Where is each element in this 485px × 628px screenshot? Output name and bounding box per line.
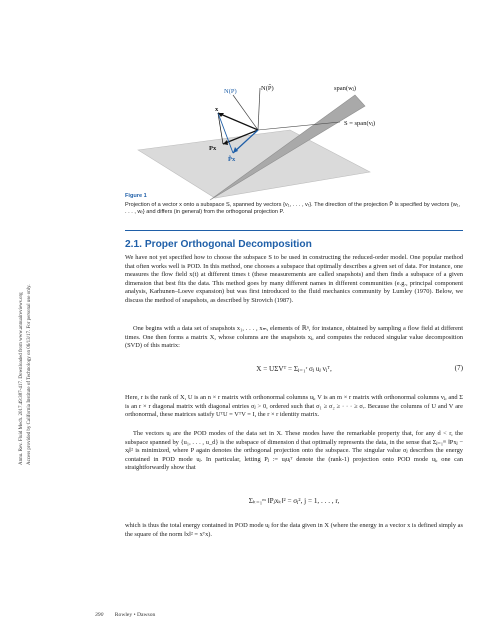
equation-8-body: Σₖ₌₁ᵐ ‖Pⱼxₖ‖² = σⱼ², j = 1, . . . , r, — [248, 497, 340, 505]
sidebar-citation — [18, 175, 46, 465]
label-ptilde-x: P̃x — [228, 156, 236, 163]
caption-divider — [125, 230, 463, 231]
subspace-plane-s — [138, 130, 370, 198]
paragraph-2: One begins with a data set of snapshots x₁, . . . , xₘ, elements of ℝⁿ, for instance, obtained by sampling a flow field at different times. One then forms a matrix X, whose columns are the snapshots xⱼ, and computes the reduced singular value decomposition (SVD) of this matrix: — [125, 325, 463, 349]
label-np: N(P) — [224, 88, 237, 95]
label-px: Px — [209, 145, 217, 152]
caption-title: Figure 1 — [125, 193, 147, 199]
paragraph-5: which is thus the total energy contained in POD mode uⱼ for the data given in X (where the energy in a vector x is defined simply as the square of the norm ‖x‖² = xᵀx). — [125, 522, 463, 538]
equation-8 — [125, 496, 463, 510]
equation-7-number: (7) — [454, 364, 463, 372]
figure-caption — [125, 193, 463, 217]
label-s: S = span(vⱼ) — [344, 120, 376, 127]
sidebar-line-2: Access provided by California Institute of Technology on 06/13/17. For personal use only. — [27, 284, 32, 465]
label-span-w: span(wⱼ) — [334, 85, 357, 92]
sidebar-line-1: Annu. Rev. Fluid Mech. 2017.49:387-417. Downloaded from www.annualreviews.org — [19, 292, 24, 465]
caption-text: Projection of a vector x onto a subspace S, spanned by vectors {v₁, . . . , vᵣ}. The direction of the projection P̃ is specified by vectors {w₁, . . . , wᵣ} and differs (in general) from the orthogonal projection P. — [125, 201, 461, 216]
projection-diagram — [120, 80, 380, 205]
paragraph-1: We have not yet specified how to choose the subspace S to be used in constructing the reduced-order model. One popular method that often works well is POD. In this method, one chooses a subspace that optimally describes a given set of data. For instance, one measures the flow field x(t) at different times t (these measurements are called snapshots) and then finds a subspace of a given dimension that best fits the data. This method goes by many different names in different communities (e.g., principal component analysis, Karhunen–Loeve expansion) but was first introduced to the fluid mechanics community by Lumley (1970). Below, we discuss the method of snapshots, as described by Sirovich (1987). — [125, 254, 463, 304]
paragraph-3: Here, r is the rank of X, U is an n × r matrix with orthonormal columns uⱼ, V is an m × r matrix with orthonormal columns vⱼ, and Σ is an r × r diagonal matrix with diagonal entries σⱼ > 0, ordered such that σ₁ ≥ σ₂ ≥ · · · ≥ σᵣ. Because the columns of U and V are orthonormal, these matrices satisfy UᵀU = VᵀV = I, the r × r identity matrix. — [125, 394, 463, 418]
label-x: x — [215, 106, 219, 113]
label-np-tilde: N(P̃) — [261, 85, 274, 92]
page-number: 390 — [95, 612, 104, 618]
line-np-tilde — [258, 88, 260, 130]
footer-authors: Rowley • Dawson — [114, 612, 156, 618]
figure-1-diagram — [120, 80, 380, 205]
equation-7-body: X = UΣVᵀ = Σⱼ₌₁ʳ σⱼ uⱼ vⱼᵀ, — [256, 365, 332, 373]
page-footer — [95, 612, 155, 618]
equation-7 — [125, 364, 463, 378]
section-title: 2.1. Proper Orthogonal Decomposition — [125, 239, 312, 250]
paragraph-4: The vectors uⱼ are the POD modes of the data set in X. These modes have the remarkable property that, for any d < r, the subspace spanned by {u₁, . . . , u_d} is the subspace of dimension d that optimally represents the data, in the sense that Σⱼ₌₁ᵐ ‖Pxⱼ − xⱼ‖² is minimized, where P again denotes the orthogonal projection onto the subspace. The singular value σⱼ describes the energy contained in POD mode uⱼ. In particular, letting Pⱼ := uⱼuⱼᵀ denote the (rank-1) projection onto POD mode uⱼ, one can straightforwardly show that — [125, 430, 463, 471]
